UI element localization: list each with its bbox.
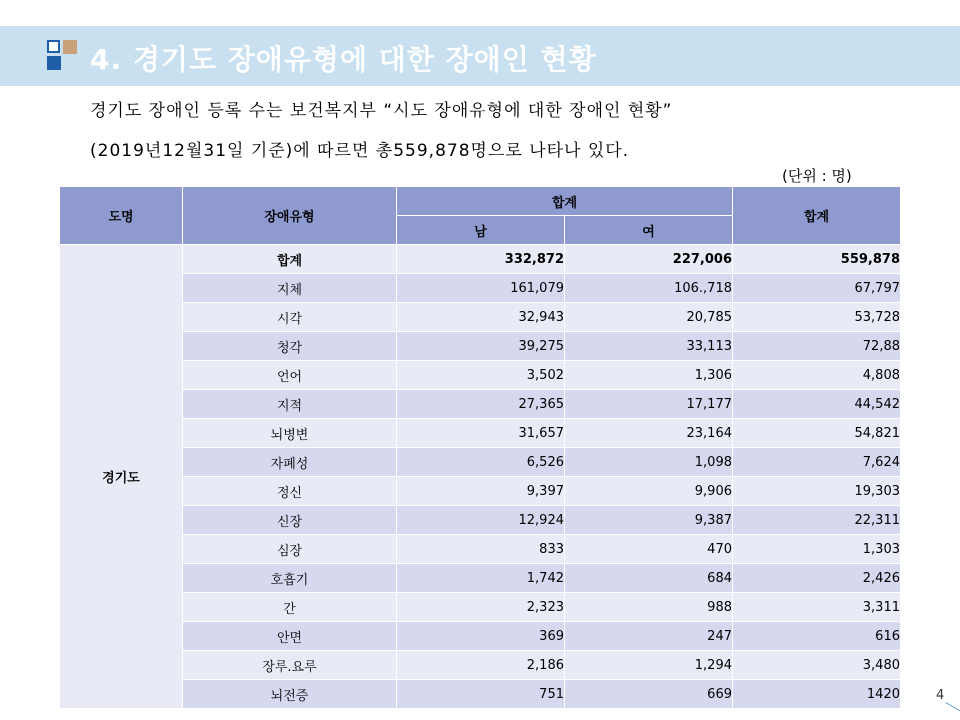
header-female: 여 [565, 216, 733, 245]
cell-female: 227,006 [565, 245, 733, 274]
cell-male: 3,502 [397, 361, 565, 390]
table-row [60, 506, 901, 535]
cell-type: 뇌병변 [183, 419, 397, 448]
cell-total: 53,728 [733, 303, 901, 332]
cell-male: 833 [397, 535, 565, 564]
cell-type: 장루.요루 [183, 651, 397, 680]
cell-type: 간 [183, 593, 397, 622]
cell-type: 자폐성 [183, 448, 397, 477]
table-row-total [60, 245, 901, 274]
cell-type: 호흡기 [183, 564, 397, 593]
cell-type: 지적 [183, 390, 397, 419]
cell-female: 106.,718 [565, 274, 733, 303]
disability-stats-table [59, 186, 901, 709]
cell-male: 2,186 [397, 651, 565, 680]
table-row [60, 680, 901, 709]
header-region: 도명 [60, 187, 183, 245]
cell-total: 3,480 [733, 651, 901, 680]
cell-type: 뇌전증 [183, 680, 397, 709]
header-male: 남 [397, 216, 565, 245]
cell-female: 9,387 [565, 506, 733, 535]
cell-type: 언어 [183, 361, 397, 390]
cell-total: 67,797 [733, 274, 901, 303]
cell-male: 9,397 [397, 477, 565, 506]
corner-decoration [945, 702, 960, 715]
cell-female: 20,785 [565, 303, 733, 332]
cell-female: 23,164 [565, 419, 733, 448]
cell-male: 751 [397, 680, 565, 709]
header-total: 합계 [733, 187, 901, 245]
cell-total: 3,311 [733, 593, 901, 622]
cell-type: 합계 [183, 245, 397, 274]
cell-type: 청각 [183, 332, 397, 361]
cell-total: 616 [733, 622, 901, 651]
table-row [60, 535, 901, 564]
cell-type: 정신 [183, 477, 397, 506]
cell-male: 1,742 [397, 564, 565, 593]
cell-total: 19,303 [733, 477, 901, 506]
cell-male: 369 [397, 622, 565, 651]
cell-female: 247 [565, 622, 733, 651]
cell-total: 44,542 [733, 390, 901, 419]
table-row [60, 477, 901, 506]
cell-type: 지체 [183, 274, 397, 303]
cell-total: 72,88 [733, 332, 901, 361]
cell-type: 심장 [183, 535, 397, 564]
region-cell: 경기도 [60, 245, 183, 709]
cell-male: 27,365 [397, 390, 565, 419]
unit-label: (단위 : 명) [782, 167, 852, 185]
cell-total: 54,821 [733, 419, 901, 448]
cell-male: 6,526 [397, 448, 565, 477]
table-row [60, 622, 901, 651]
table-row [60, 651, 901, 680]
cell-male: 31,657 [397, 419, 565, 448]
cell-type: 시각 [183, 303, 397, 332]
table-row [60, 303, 901, 332]
cell-female: 470 [565, 535, 733, 564]
table-row [60, 593, 901, 622]
cell-female: 1,294 [565, 651, 733, 680]
cell-male: 39,275 [397, 332, 565, 361]
cell-total: 22,311 [733, 506, 901, 535]
table-row [60, 390, 901, 419]
cell-male: 32,943 [397, 303, 565, 332]
header-type: 장애유형 [183, 187, 397, 245]
cell-female: 9,906 [565, 477, 733, 506]
cell-female: 669 [565, 680, 733, 709]
cell-male: 12,924 [397, 506, 565, 535]
page-title: 4. 경기도 장애유형에 대한 장애인 현황 [90, 43, 597, 76]
slide-logo-icon [47, 40, 83, 76]
cell-total: 559,878 [733, 245, 901, 274]
table-row [60, 332, 901, 361]
cell-total: 2,426 [733, 564, 901, 593]
cell-type: 신장 [183, 506, 397, 535]
cell-female: 1,306 [565, 361, 733, 390]
cell-type: 안면 [183, 622, 397, 651]
cell-total: 1420 [733, 680, 901, 709]
cell-total: 7,624 [733, 448, 901, 477]
intro-line-2: (2019년12월31일 기준)에 따르면 총559,878명으로 나타나 있다. [90, 141, 630, 161]
cell-female: 684 [565, 564, 733, 593]
cell-female: 17,177 [565, 390, 733, 419]
cell-female: 33,113 [565, 332, 733, 361]
page-number: 4 [936, 688, 945, 703]
cell-total: 1,303 [733, 535, 901, 564]
table-row [60, 448, 901, 477]
header-group-total: 합계 [397, 187, 733, 216]
cell-male: 2,323 [397, 593, 565, 622]
cell-total: 4,808 [733, 361, 901, 390]
table-row [60, 274, 901, 303]
table-row [60, 361, 901, 390]
cell-female: 988 [565, 593, 733, 622]
intro-line-1: 경기도 장애인 등록 수는 보건복지부 “시도 장애유형에 대한 장애인 현황” [90, 101, 673, 121]
cell-male: 332,872 [397, 245, 565, 274]
cell-female: 1,098 [565, 448, 733, 477]
cell-male: 161,079 [397, 274, 565, 303]
table-row [60, 564, 901, 593]
table-row [60, 419, 901, 448]
